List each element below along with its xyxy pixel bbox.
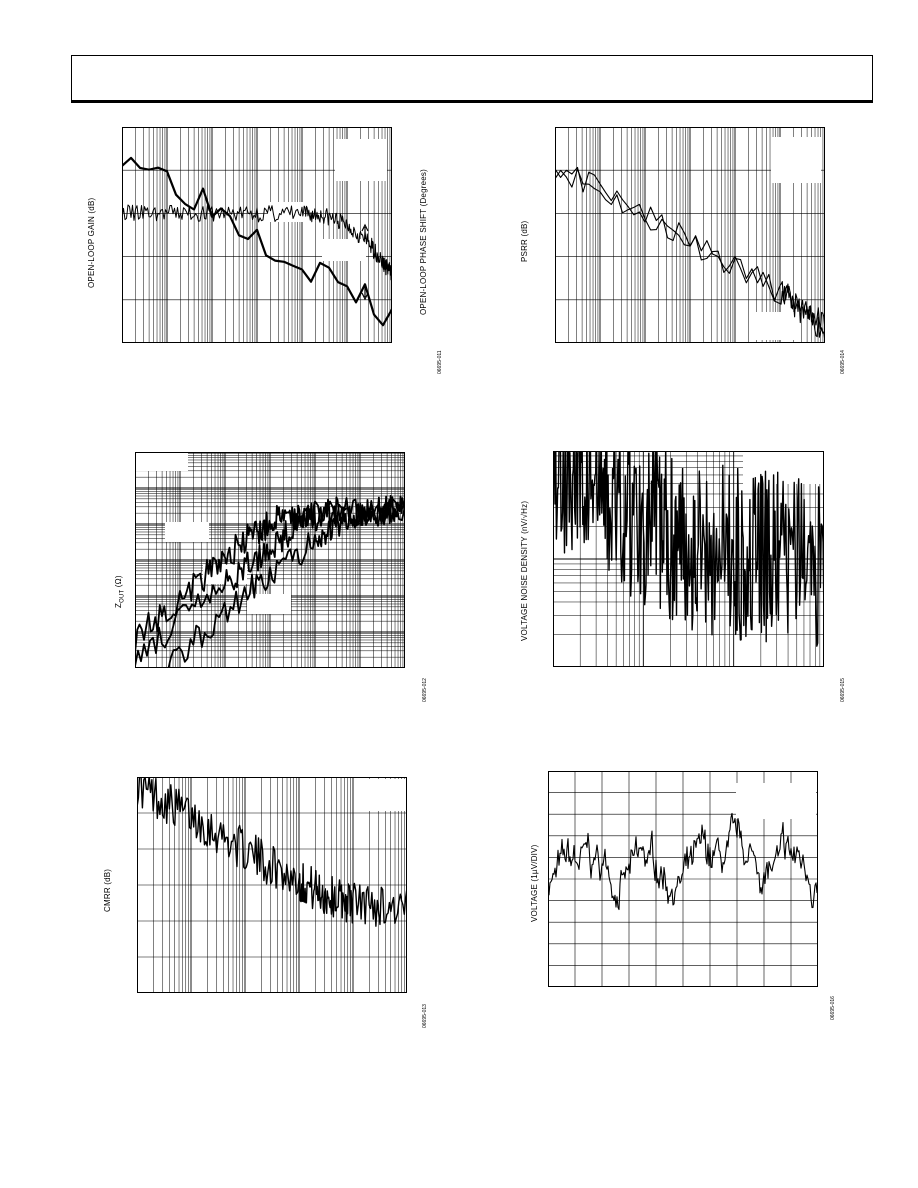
chart-zout: [135, 452, 405, 668]
chart-open-loop-figure-id: 06695-011: [437, 350, 443, 374]
chart-cmrr-figure-id: 06695-013: [422, 1004, 428, 1028]
legend-box: [736, 783, 816, 819]
annotation-box: [165, 522, 209, 542]
legend-box: [771, 137, 821, 183]
chart-noise-density-figure-id: 06695-015: [840, 678, 846, 702]
chart-cmrr-ylabel: CMRR (dB): [103, 868, 112, 912]
chart-noise-time-figure-id: 06695-016: [830, 996, 836, 1020]
legend-box: [335, 139, 387, 181]
legend-box: [362, 779, 405, 811]
chart-open-loop: [122, 127, 392, 343]
chart-cmrr: [137, 777, 407, 993]
chart-open-loop-ylabel: OPEN-LOOP GAIN (dB): [87, 197, 96, 288]
chart-zout-ylabel-main: Z: [114, 602, 123, 608]
chart-open-loop-ylabel2: OPEN-LOOP PHASE SHIFT (Degrees): [419, 169, 428, 315]
chart-zout-figure-id: 06695-012: [422, 678, 428, 702]
chart-noise-density: [553, 451, 824, 667]
chart-zout-ylabel: [114, 575, 126, 608]
legend-box: [136, 453, 188, 471]
annotation-box: [755, 312, 795, 340]
chart-zout-ylabel-tail: (Ω): [114, 575, 123, 590]
chart-psrr-figure-id: 06695-014: [840, 350, 846, 374]
chart-noise-time-ylabel: VOLTAGE (1µV/DIV): [530, 844, 539, 922]
chart-psrr: [555, 127, 825, 343]
chart-noise-density-ylabel: VOLTAGE NOISE DENSITY (nV/√Hz): [520, 500, 529, 641]
chart-psrr-ylabel: PSRR (dB): [520, 220, 529, 262]
chart-zout-ylabel-sub: OUT: [119, 589, 126, 603]
page-header: [71, 55, 873, 103]
chart-noise-time: [548, 771, 818, 987]
